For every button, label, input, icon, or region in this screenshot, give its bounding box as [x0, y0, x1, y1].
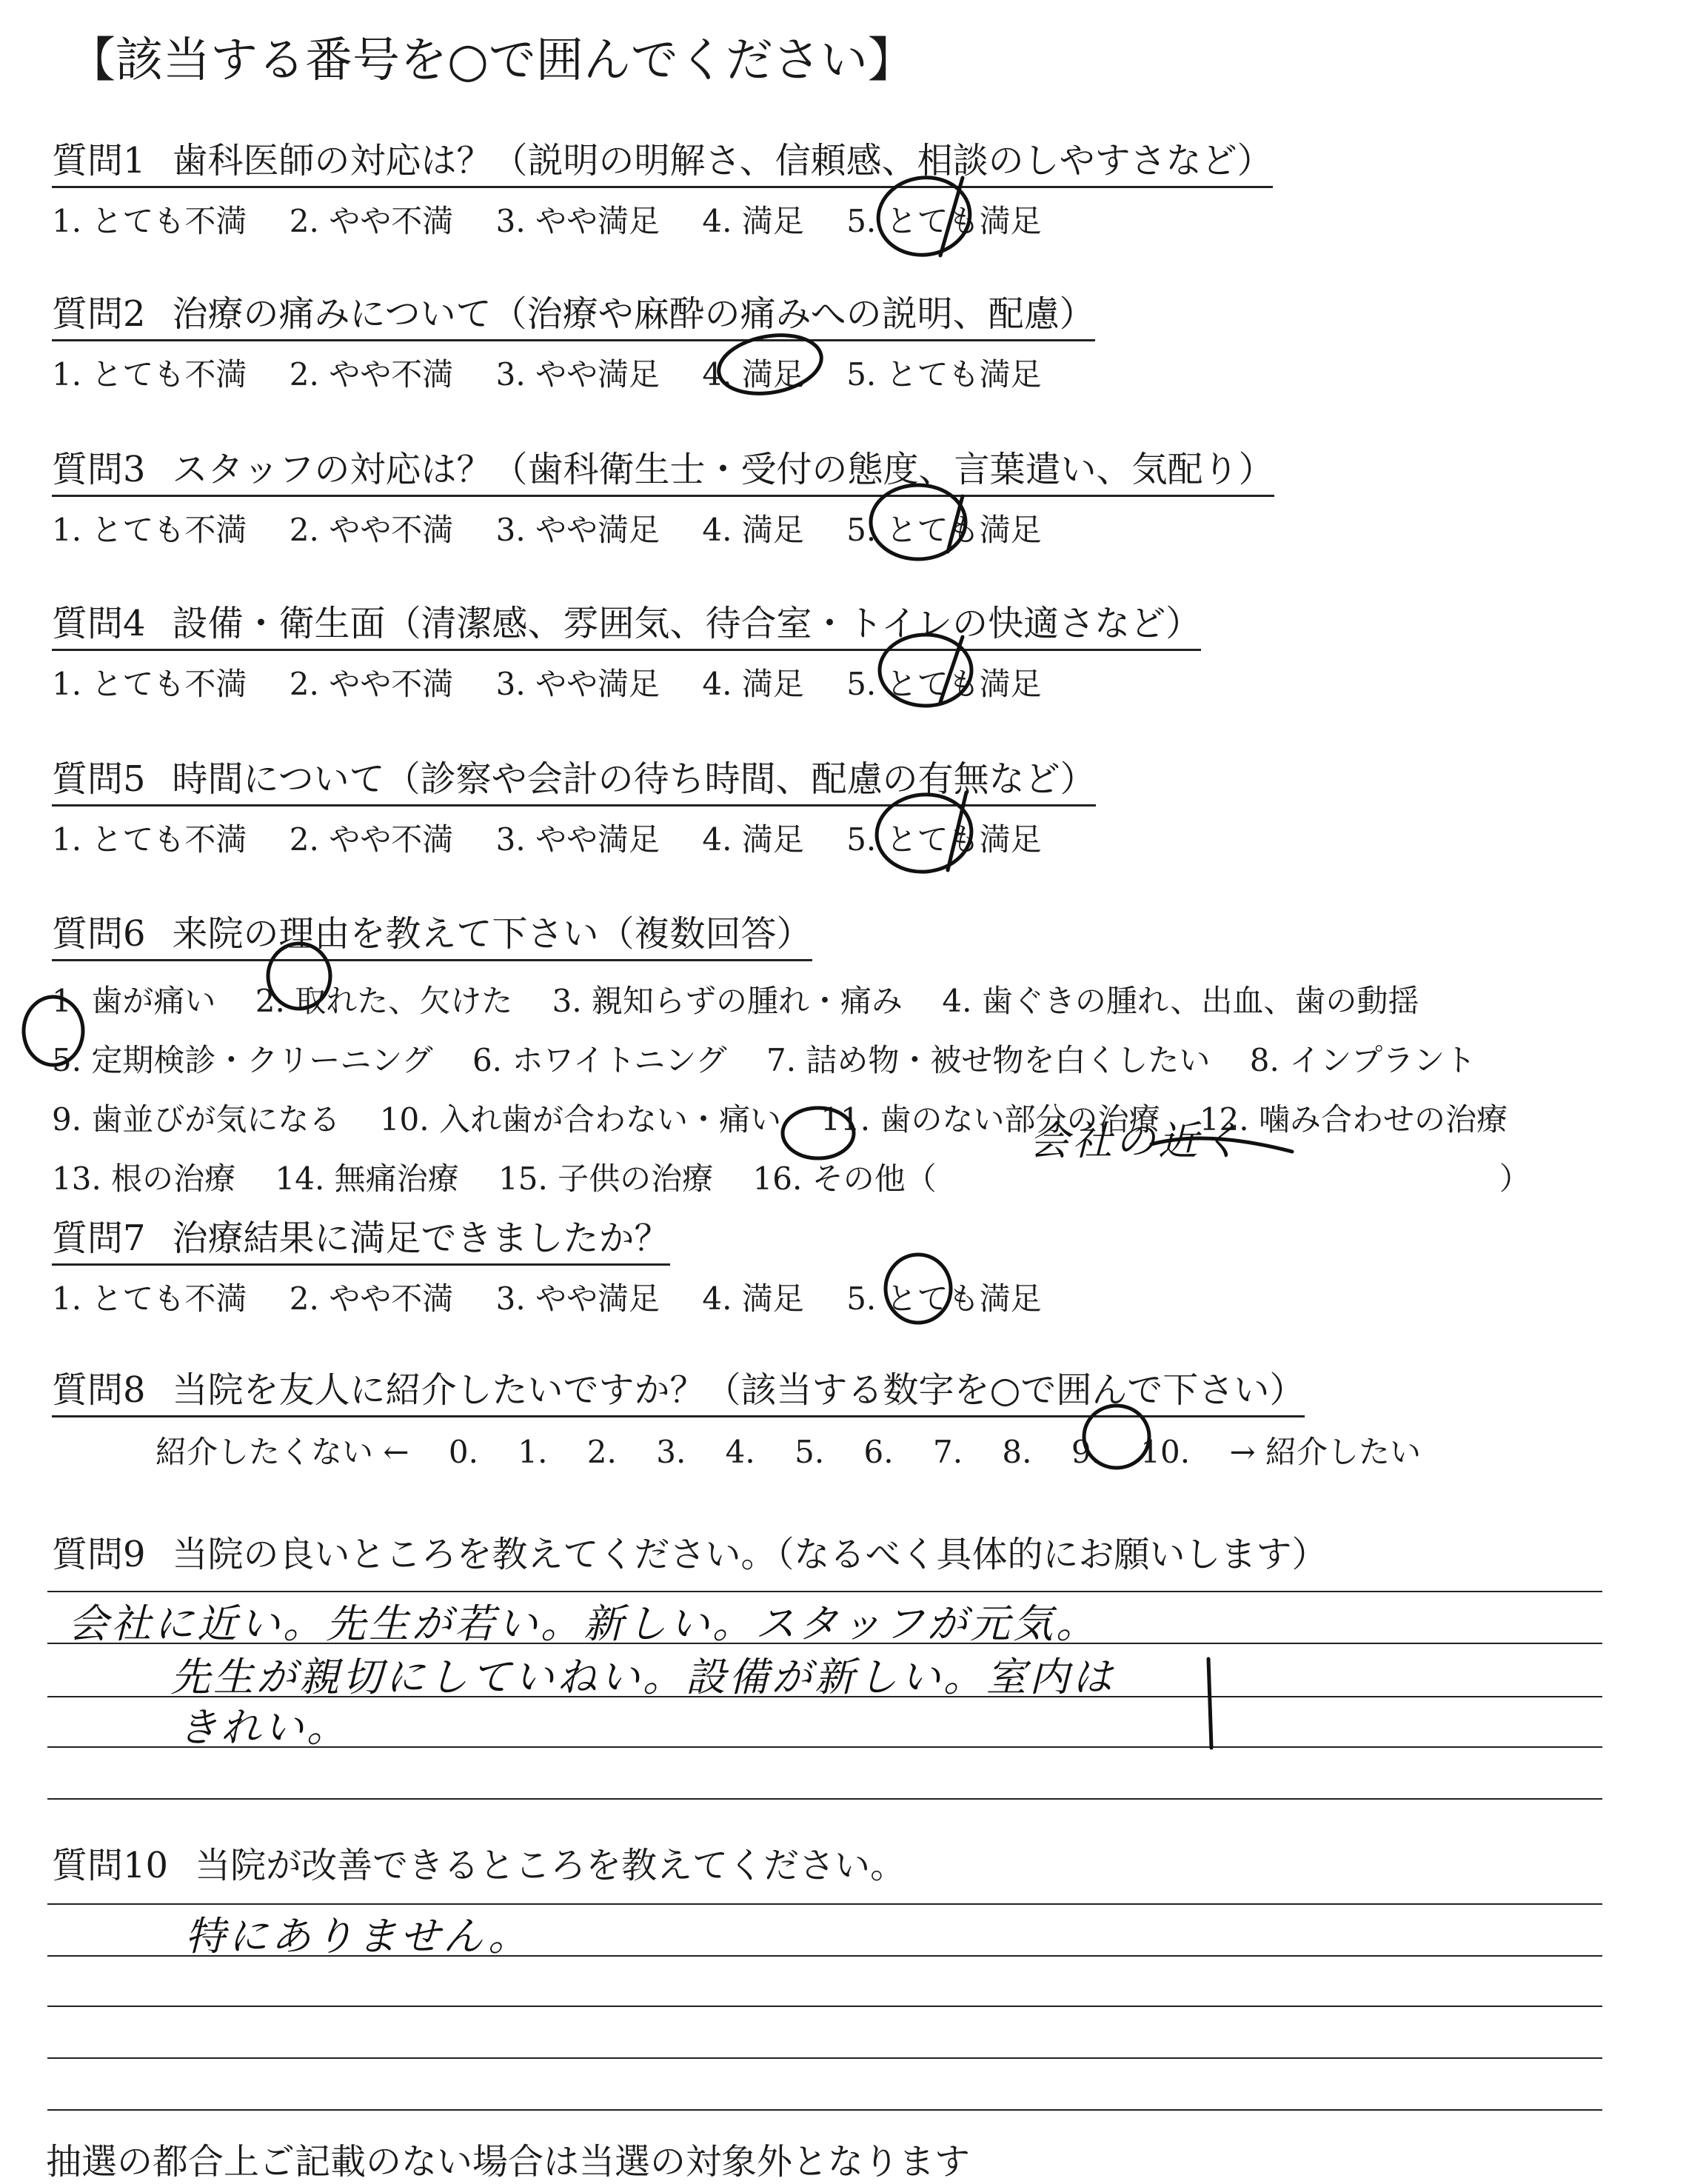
option-4[interactable]: 4. 満足	[702, 821, 804, 858]
q2-circle-mark	[714, 327, 826, 401]
option-2[interactable]: 2. やや不満	[289, 203, 454, 239]
option-2[interactable]: 2. やや不満	[289, 821, 454, 858]
question-number: 質問4	[52, 603, 146, 644]
option-5[interactable]: 5. とても満足	[846, 512, 1042, 548]
question-text: 治療結果に満足できましたか？	[172, 1218, 670, 1259]
option-12[interactable]: 12. 噛み合わせの治療	[1199, 1101, 1508, 1138]
option-3[interactable]: 3. やや満足	[495, 666, 660, 702]
option-16-other[interactable]: 16. その他（	[752, 1161, 937, 1197]
question-text: 来院の理由を教えて下さい（複数回答）	[172, 913, 812, 955]
q1-circle-tail	[940, 178, 963, 256]
option-5[interactable]: 5. 定期検診・クリーニング	[52, 1042, 433, 1078]
option-4[interactable]: 4. 満足	[702, 512, 804, 548]
other-field-close: ）	[1499, 1161, 1531, 1197]
option-5[interactable]: 5. とても満足	[846, 356, 1042, 393]
q9-vertical-stroke	[1208, 1659, 1211, 1748]
option-2[interactable]: 2. やや不満	[289, 1280, 454, 1317]
option-4[interactable]: 4. 満足	[702, 1280, 804, 1317]
q7-circle-mark	[886, 1255, 951, 1323]
scale-6[interactable]: 6.	[863, 1434, 894, 1470]
option-5[interactable]: 5. とても満足	[846, 821, 1042, 858]
q4-circle-mark	[880, 635, 971, 706]
question-number: 質問5	[52, 758, 146, 800]
question-number: 質問2	[52, 293, 146, 335]
scale-3[interactable]: 3.	[656, 1434, 686, 1470]
question-text: 歯科医師の対応は？（説明の明解さ、信頼感、相談のしやすさなど）	[172, 140, 1273, 181]
handwritten-answer-line: 会社に近い。先生が若い。新しい。スタッフが元気。	[68, 1600, 1099, 1647]
scale-1[interactable]: 1.	[518, 1434, 548, 1470]
option-2[interactable]: 2. やや不満	[289, 666, 454, 702]
option-1[interactable]: 1. とても不満	[52, 666, 247, 702]
question-text: 当院を友人に紹介したいですか？（該当する数字を○で囲んで下さい）	[172, 1369, 1305, 1411]
scale-7[interactable]: 7.	[932, 1434, 963, 1470]
option-14[interactable]: 14. 無痛治療	[275, 1161, 459, 1197]
option-15[interactable]: 15. 子供の治療	[498, 1161, 714, 1197]
option-4[interactable]: 4. 満足	[702, 666, 804, 702]
scale-5[interactable]: 5.	[795, 1434, 825, 1470]
q6-option2-circle-mark	[268, 944, 330, 1009]
q6-option16-circle-mark	[783, 1108, 854, 1158]
footer-note: 抽選の都合上ご記載のない場合は当選の対象外となります	[46, 2141, 971, 2183]
q8-circle-mark	[1084, 1406, 1149, 1468]
option-11[interactable]: 11. 歯のない部分の治療	[820, 1101, 1160, 1138]
question-text: 当院が改善できるところを教えてください。	[195, 1845, 906, 1886]
option-1[interactable]: 1. とても不満	[52, 356, 247, 393]
option-3[interactable]: 3. やや満足	[495, 821, 660, 858]
handwritten-other: 会社の近く	[1029, 1118, 1244, 1164]
option-5[interactable]: 5. とても満足	[846, 203, 1042, 239]
option-3[interactable]: 3. やや満足	[495, 1280, 660, 1317]
option-8[interactable]: 8. インプラント	[1249, 1042, 1476, 1078]
option-1[interactable]: 1. とても不満	[52, 512, 247, 548]
scale-left-label: 紹介したくない ←	[155, 1434, 409, 1470]
option-1[interactable]: 1. とても不満	[52, 821, 247, 858]
option-2[interactable]: 2. 取れた、欠けた	[255, 983, 513, 1019]
option-4[interactable]: 4. 満足	[702, 356, 804, 393]
option-4[interactable]: 4. 歯ぐきの腫れ、出血、歯の動揺	[942, 983, 1419, 1019]
option-5[interactable]: 5. とても満足	[846, 666, 1042, 702]
question-text: 設備・衛生面（清潔感、雰囲気、待合室・トイレの快適さなど）	[172, 603, 1202, 644]
page-title: 【該当する番号を○で囲んでください】	[68, 33, 915, 88]
scale-10[interactable]: 10.	[1140, 1434, 1191, 1470]
question-number: 質問7	[52, 1218, 146, 1259]
option-3[interactable]: 3. やや満足	[495, 512, 660, 548]
question-number: 質問1	[52, 140, 146, 181]
question-text: 治療の痛みについて（治療や麻酔の痛みへの説明、配慮）	[172, 293, 1095, 335]
question-number: 質問3	[52, 449, 146, 490]
option-4[interactable]: 4. 満足	[702, 203, 804, 239]
question-number: 質問8	[52, 1369, 146, 1411]
scale-9[interactable]: 9.	[1071, 1434, 1101, 1470]
scale-2[interactable]: 2.	[586, 1434, 617, 1470]
option-3[interactable]: 3. 親知らずの腫れ・痛み	[552, 983, 903, 1019]
scale-0[interactable]: 0.	[448, 1434, 478, 1470]
q5-circle-mark	[873, 790, 975, 877]
handwritten-answer-line: 特にありません。	[185, 1913, 532, 1960]
q6-other-underline	[1151, 1138, 1292, 1152]
question-number: 質問9	[52, 1534, 146, 1575]
option-1[interactable]: 1. とても不満	[52, 203, 247, 239]
option-3[interactable]: 3. やや満足	[495, 356, 660, 393]
question-text: 時間について（診察や会計の待ち時間、配慮の有無など）	[172, 758, 1096, 800]
q6-option5-circle-mark	[24, 997, 83, 1065]
handwritten-answer-line: 先生が親切にしていねい。設備が新しい。室内は	[170, 1654, 1115, 1700]
scale-8[interactable]: 8.	[1002, 1434, 1032, 1470]
option-10[interactable]: 10. 入れ歯が合わない・痛い	[379, 1101, 781, 1138]
option-5[interactable]: 5. とても満足	[846, 1280, 1042, 1317]
option-7[interactable]: 7. 詰め物・被せ物を白くしたい	[766, 1042, 1211, 1078]
handwritten-answer-line: きれい。	[178, 1704, 349, 1751]
question-text: 当院の良いところを教えてください。（なるべく具体的にお願いします）	[172, 1534, 1328, 1575]
question-number: 質問6	[52, 913, 146, 955]
question-number: 質問10	[52, 1845, 169, 1886]
question-text: スタッフの対応は？（歯科衛生士・受付の態度、言葉遣い、気配り）	[172, 449, 1274, 490]
option-2[interactable]: 2. やや不満	[289, 356, 454, 393]
option-1[interactable]: 1. とても不満	[52, 1280, 247, 1317]
option-9[interactable]: 9. 歯並びが気になる	[52, 1101, 341, 1138]
option-1[interactable]: 1. 歯が痛い	[52, 983, 216, 1019]
scale-4[interactable]: 4.	[725, 1434, 755, 1470]
option-6[interactable]: 6. ホワイトニング	[472, 1042, 727, 1078]
scale-right-label: → 紹介したい	[1229, 1434, 1421, 1470]
option-13[interactable]: 13. 根の治療	[52, 1161, 236, 1197]
option-2[interactable]: 2. やや不満	[289, 512, 454, 548]
option-3[interactable]: 3. やや満足	[495, 203, 660, 239]
q3-circle-mark	[871, 485, 966, 559]
